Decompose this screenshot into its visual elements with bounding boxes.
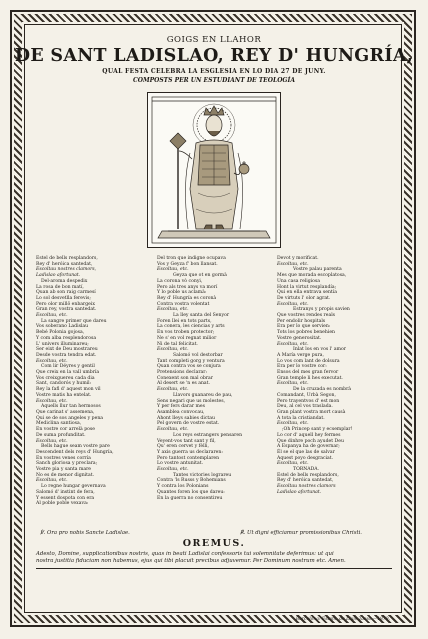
verse-line: Escoltau nostres clamors, xyxy=(36,267,97,273)
verse-line: Geyza que ot en gormà xyxy=(173,273,227,279)
verse-line: Desde vostra tendra edat. xyxy=(36,352,97,358)
verse-line: Mediclina santiosa, xyxy=(36,421,82,427)
verse-line: Sanch gloriosa y preclara; xyxy=(36,461,98,467)
verse-line: Vostre pia y santa mare xyxy=(36,467,92,473)
verse-line: En vos troben protector; xyxy=(157,330,215,336)
verse-line: Asamblea convocau, xyxy=(157,409,205,415)
verse-line: Escoltau nostres clamors xyxy=(277,484,336,490)
verse-line: De la cruzada es nombrà xyxy=(293,387,352,393)
verse-line: Escoltau, etc. xyxy=(277,421,309,427)
verse-line: Los reys estrangers pensaren xyxy=(173,432,243,438)
verse-line: A María verge pura, xyxy=(277,352,325,358)
verse-line: Escoltau, etc. xyxy=(277,341,309,347)
verse-line: En vostres venes corría xyxy=(36,455,91,461)
divider xyxy=(36,568,392,569)
verse-line: Comandant, Urbà Segon, xyxy=(277,392,336,398)
verse-line: Que vostres rendes reals xyxy=(277,313,336,319)
verse-column-1 xyxy=(36,256,156,507)
verse-line: Vostre matis ha entelat. xyxy=(36,392,92,398)
heading-title: DE SANT LADISLAO, REY D' HUNGRÍA, xyxy=(14,46,414,66)
verse-line: Escoltau, etc. xyxy=(157,267,189,273)
verse-line: Ne s' en vol regnat milior xyxy=(157,335,217,341)
verse-line: Conexent son mal obrar xyxy=(157,375,213,381)
verse-line: Que carinat s' assemena, xyxy=(36,409,95,415)
verse-line: Del-aroma despedix xyxy=(41,278,88,284)
verse-line: Quan ab son raig carmesí xyxy=(36,290,96,296)
verse-line: Contra 'ls Russs y Bohemians xyxy=(157,478,226,484)
verse-line: Ni de tal felicitat. xyxy=(157,341,198,347)
verse-line: Quantes foren los que dareu: xyxy=(157,489,225,495)
printer-imprint: Barcelona: Estam. de Lluis Tasso.—1879. xyxy=(295,617,390,622)
verse-line: Pero olor millô enbargeix xyxy=(36,301,95,307)
verse-line: Llavors guanareu de pau, xyxy=(173,392,233,398)
response: ℟. Ut digni efficiamur promissionibus Christi. xyxy=(240,530,362,536)
hymn-verses xyxy=(36,256,396,524)
verse-line: Gran plant vostra mort causà xyxy=(277,409,346,415)
verse-line: Estel de bells resplandors, xyxy=(36,256,98,261)
verse-line: Él se el que las de salvar xyxy=(277,449,335,455)
verse-line: Y contra los Polonians xyxy=(157,484,209,490)
verse-line: Qui en ella entrava sentía xyxy=(277,290,337,296)
verse-line: Lo vos com lant de dolsura xyxy=(277,358,340,364)
verse-line: Pel govern de vostre estat. xyxy=(157,421,220,427)
verse-line: Mes que morada escoplatosa, xyxy=(277,273,347,279)
verse-line: Aquells llur tan hermosos xyxy=(41,404,101,410)
verse-column-3 xyxy=(277,256,397,496)
verse-line: ;Oh Princep sant y ecsemplar! xyxy=(282,427,353,433)
heading-goigs: GOIGS EN LLAHOR xyxy=(166,35,262,45)
verse-line: Vos y Geyza f' bon llansat. xyxy=(157,261,218,267)
verse-line: Estel de bells resplandors, xyxy=(277,472,339,478)
verse-line: Del tron que indigne ocupava xyxy=(157,256,226,261)
verse-line: Y axis guerra us declararen: xyxy=(157,449,223,455)
verse-line: Qui se de sos angeles y pena xyxy=(36,415,104,421)
verse-line: Vostre generositat. xyxy=(277,335,322,341)
verse-line: Y com alba resplendorosa xyxy=(36,335,97,341)
verse-line: En la guerra no consentireu xyxy=(157,495,223,501)
verse-line: Escoltau, etc. xyxy=(36,438,68,444)
verse-line: Escoltau, etc. xyxy=(36,313,68,319)
verse-line: Foren llei en tots parts, xyxy=(157,318,212,324)
oremus-heading: OREMUS. xyxy=(182,538,246,549)
verse-line: A tota la cristiandat. xyxy=(277,415,325,421)
verse-line: Pretensions declarar: xyxy=(157,370,208,376)
verse-line: Escoltau, etc. xyxy=(277,301,309,307)
verse-line: Que dinhre poch ayudet Deu xyxy=(277,438,344,444)
verse-line: Rey d' Hungría es coronà xyxy=(157,295,217,301)
verse-line: Salomó d' instint de fera, xyxy=(36,489,95,495)
verse-line: Pero als tres anys va morí xyxy=(157,284,218,290)
verse-line: Al poble poble vexava: xyxy=(36,501,89,507)
verse-line: Bebé Polonia gojosa, xyxy=(36,330,85,336)
verse-line: Que creix en la vall umbría xyxy=(36,370,100,376)
verse-line: Escoltau, etc. xyxy=(157,387,189,393)
verse-line: Ser eixt de Deu mostrareu xyxy=(36,347,98,353)
verse-line: Y per fers darar mes xyxy=(157,404,205,410)
verse-line: Pero trayentvos d' est mon xyxy=(277,398,340,404)
verse-line: A Espanya ha de governar; xyxy=(277,444,340,450)
verse-line: Escoltau, etc. xyxy=(157,347,189,353)
verse-line: Escoltau, etc. xyxy=(157,307,189,313)
verse-line: No es de menor dignitat. xyxy=(36,472,95,478)
verse-line: La corona vò conyi, xyxy=(157,278,203,284)
verse-line: Escoltau, etc. xyxy=(36,478,68,484)
verse-line: Ladislao afortunat. xyxy=(277,489,322,495)
verse-line: Veyent-vos tant sant y fil, xyxy=(157,438,216,444)
verse-line: Lo cor d' aquell hey fermes xyxy=(277,432,341,438)
verse-line: Ladislao afortunat. xyxy=(36,273,81,279)
verse-line: Lo vostre antunitat. xyxy=(157,461,204,467)
verse-line: Quan contra vos se conjura xyxy=(157,364,221,370)
verse-line: Sant, candorós y humil: xyxy=(36,381,92,387)
verse-line: Vos soberano Ladislau xyxy=(36,324,89,330)
verse-line: Sens negari que us molestes, xyxy=(157,398,226,404)
verse-line: De suma profunditat. xyxy=(36,432,86,438)
verse-line: Com lir Déyres y gentil xyxy=(41,364,95,370)
verse-line: Escoltau, etc. xyxy=(277,381,309,387)
verse-line: Gran temple li hes executat. xyxy=(277,375,343,381)
verse-line: Estranys y propis savien xyxy=(293,307,350,313)
verse-line: Era per lo vostre cor: xyxy=(277,364,327,370)
verse-column-2 xyxy=(157,256,277,501)
verse-line: Escoltau, etc. xyxy=(277,261,309,267)
verse-line: Devot y morificat. xyxy=(277,256,319,261)
verse-line: Inlat los en vos l' amor xyxy=(293,347,346,353)
prayer-line: Adesto, Domine, supplicationibus nostris, quas in beati Ladislai confessoris tui solemnitate deferimus: ut qui xyxy=(36,551,334,557)
verse-line: Una casa religiosa xyxy=(277,278,321,284)
verse-line: Tots los pobres benehien xyxy=(277,330,336,336)
verse-line: Descendent dels reys d' Hungría, xyxy=(36,449,114,455)
verse-line: Tantes victories lograreu xyxy=(173,472,232,478)
verse-line: Escoltau, etc. xyxy=(157,467,189,473)
verse-line: L' univers illuminareu; xyxy=(36,341,89,347)
verse-line: Rey d' heróica santedat, xyxy=(36,261,93,267)
verse-line: Lo sol desvetlla ferevis; xyxy=(36,295,91,301)
verse-line: La lley santa del Senyor xyxy=(173,313,230,319)
verse-line: Al desert se 'n es anat. xyxy=(157,381,210,387)
verse-line: Bells hague seam vostre pare xyxy=(41,444,110,450)
verse-line: En vostre cor arrelà pose xyxy=(36,427,96,433)
verse-line: Aquest poyo desgraciat. xyxy=(277,455,334,461)
heading-feast: QUAL FESTA CELEBRA LA ESGLESIA EN LO DIA 27 DE JUNY. xyxy=(102,68,326,75)
verse-line: La rosa de bon matí, xyxy=(36,284,84,290)
saint-ladislaus-icon xyxy=(147,92,281,248)
verse-line: Vostre palau parenta xyxy=(293,267,342,273)
verse-line: Rey d' heróica santedat, xyxy=(277,478,334,484)
verse-line: Ahont lleys sabies dictau xyxy=(157,415,215,421)
verse-line: La conera, les ciencias y arts xyxy=(157,324,225,330)
heading-author: COMPOSTS PER UN ESTUDIANT DE TEOLOGÍA xyxy=(132,77,296,84)
verse-line: Qu' eren cervet y fèlli, xyxy=(157,444,209,450)
verse-line: De virtuts l' olor agrat. xyxy=(277,295,331,301)
verse-line: Per endolir hospitals xyxy=(277,318,326,324)
verse-line: Deu, al cel vos traslada. xyxy=(277,404,333,410)
prayer-text xyxy=(36,551,392,565)
verse-line: Escoltau, etc. xyxy=(277,461,309,467)
verse-line: Lo regne hungar gevernava xyxy=(41,484,106,490)
verse-line: Y lo poble us aclamà: xyxy=(157,290,207,296)
verse-line: Era per lo que servien: xyxy=(277,324,331,330)
verse-line: Tant completi gorg y ventura xyxy=(157,358,225,364)
verse-line: La sangre primer que dareu xyxy=(41,318,107,324)
verse-line: Vos creixguereu cada dia xyxy=(36,375,95,381)
verse-line: Rey la fafl d' aquest mon vil xyxy=(36,387,101,393)
verse-line: TORNADA. xyxy=(293,467,320,473)
verse-line: Contra vostra volentat xyxy=(157,301,210,307)
verse-line: Hont la virtut resplandía; xyxy=(277,284,337,290)
verse-line: Salomó vol destorbar xyxy=(173,352,223,358)
verse-line: Escoltau, etc. xyxy=(36,358,68,364)
prayer-line: nostra justitia fiduciam non habemus, ejus qui tibi placuit precibus adjuvemur. Per Dominum nostrum etc. Amen. xyxy=(36,558,346,564)
verse-line: Y essent dospota con era xyxy=(36,495,95,501)
verse-line: Ensos del mes gran fervor xyxy=(277,370,339,376)
versicle: ℣. Ora pro nobis Sancte Ladislae. xyxy=(40,530,130,536)
verse-line: Gran rey, vostra santedat. xyxy=(36,307,97,313)
verse-line: Escoltau, etc. xyxy=(157,427,189,433)
verse-line: Pero tantost contemplaren xyxy=(157,455,220,461)
verse-line: Escoltau, etc. xyxy=(36,398,68,404)
